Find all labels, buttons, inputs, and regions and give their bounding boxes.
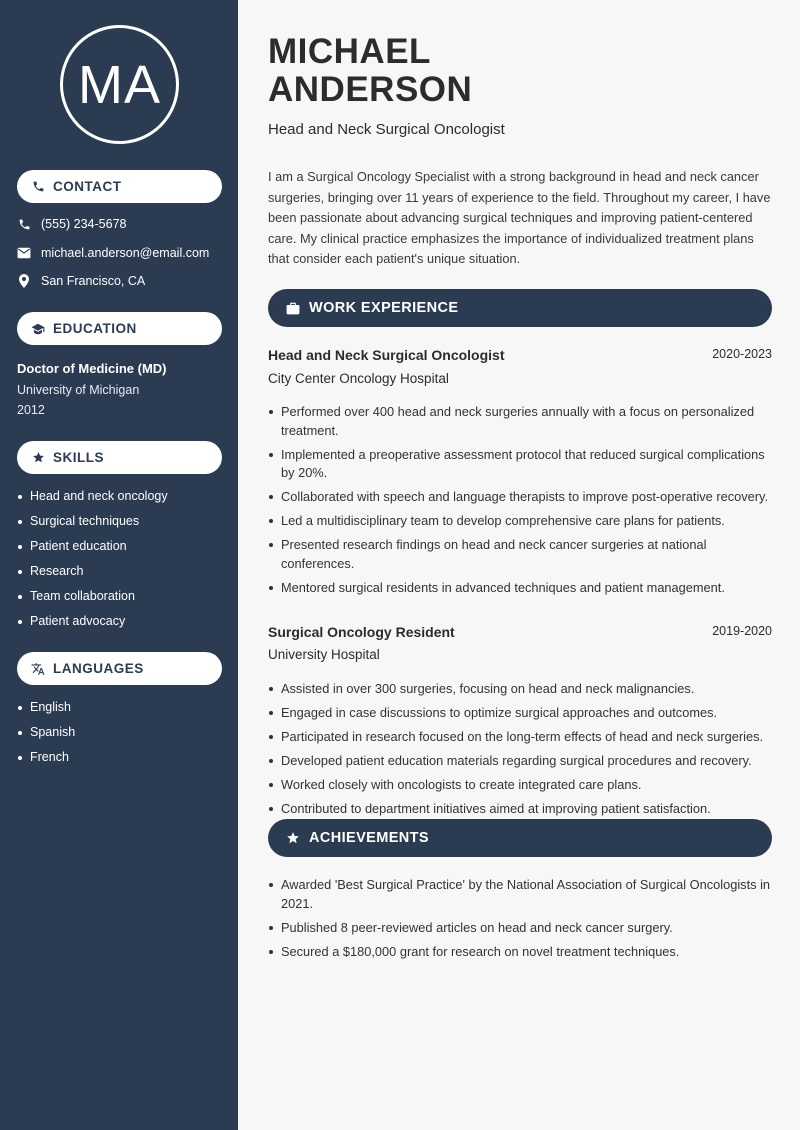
education-heading-label: EDUCATION	[53, 321, 137, 336]
contact-email-text: michael.anderson@email.com	[41, 246, 210, 260]
list-item: Surgical techniques	[17, 514, 168, 539]
list-item: Engaged in case discussions to optimize surgical approaches and outcomes.	[268, 704, 772, 723]
list-item: Spanish	[17, 725, 75, 750]
languages-heading	[17, 652, 222, 685]
job-2-title: Surgical Oncology Resident	[268, 624, 455, 640]
list-item: Developed patient education materials regarding surgical procedures and recovery.	[268, 752, 772, 771]
list-item: Worked closely with oncologists to create integrated care plans.	[268, 776, 772, 795]
list-item: Patient advocacy	[17, 614, 168, 639]
list-item: Mentored surgical residents in advanced techniques and patient management.	[268, 579, 772, 598]
list-item: Presented research findings on head and neck cancer surgeries at national conferences.	[268, 536, 772, 573]
list-item: Research	[17, 564, 168, 589]
list-item: Awarded 'Best Surgical Practice' by the National Association of Surgical Oncologists in 2021.	[268, 876, 772, 913]
name-line-1: MICHAEL	[268, 32, 431, 71]
achievements-heading-label: ACHIEVEMENTS	[309, 830, 430, 846]
contact-heading-label: CONTACT	[53, 179, 122, 194]
skills-heading-label: SKILLS	[53, 450, 105, 465]
briefcase-icon	[285, 301, 300, 316]
job-1-organization: City Center Oncology Hospital	[268, 371, 449, 386]
name-line-2: ANDERSON	[268, 70, 473, 109]
education-year: 2012	[17, 403, 45, 417]
contact-heading	[17, 170, 222, 203]
profile-summary: I am a Surgical Oncology Specialist with a strong background in head and neck cancer surgeries, bringing over 11 years of experience to the field. Throughout my career, I have been passionate about advancing surgical techniques and improving patient-centered care. My clinical practice emphasizes the importance of individualized treatment plans that consider each patient's unique situation.	[268, 169, 771, 266]
contact-location	[17, 274, 145, 288]
education-degree: Doctor of Medicine (MD)	[17, 361, 167, 376]
phone-icon	[31, 180, 45, 194]
location-pin-icon	[17, 274, 31, 288]
list-item: French	[17, 750, 75, 775]
list-item: Published 8 peer-reviewed articles on head and neck cancer surgery.	[268, 919, 772, 938]
languages-list	[17, 700, 75, 775]
list-item: Patient education	[17, 539, 168, 564]
contact-location-text: San Francisco, CA	[41, 274, 146, 288]
phone-icon	[17, 217, 31, 231]
list-item: Collaborated with speech and language therapists to improve post-operative recovery.	[268, 488, 772, 507]
mail-icon	[17, 246, 31, 260]
work-experience-heading-label: WORK EXPERIENCE	[309, 300, 459, 316]
education-school: University of Michigan	[17, 383, 140, 397]
list-item: Head and neck oncology	[17, 489, 168, 514]
contact-phone[interactable]	[17, 217, 126, 231]
skills-list	[17, 489, 168, 639]
skills-heading	[17, 441, 222, 474]
job-title-headline: Head and Neck Surgical Oncologist	[268, 121, 505, 138]
work-experience-heading	[268, 289, 772, 327]
list-item: Implemented a preoperative assessment protocol that reduced surgical complications by 20%.	[268, 446, 772, 483]
star-icon	[31, 451, 45, 465]
list-item: Participated in research focused on the long-term effects of head and neck surgeries.	[268, 728, 772, 747]
translate-icon	[31, 662, 45, 676]
job-2-organization: University Hospital	[268, 647, 380, 662]
monogram-avatar: MA	[60, 25, 179, 144]
star-icon	[285, 831, 300, 846]
job-2-dates: 2019-2020	[712, 624, 772, 638]
list-item: Performed over 400 head and neck surgeries annually with a focus on personalized treatment.	[268, 403, 772, 440]
sidebar	[0, 0, 238, 1130]
job-1-dates: 2020-2023	[712, 347, 772, 361]
achievements-bullets	[268, 876, 772, 967]
education-heading	[17, 312, 222, 345]
list-item: Led a multidisciplinary team to develop comprehensive care plans for patients.	[268, 512, 772, 531]
job-2-bullets	[268, 680, 772, 824]
contact-email[interactable]	[17, 246, 209, 260]
job-1-title: Head and Neck Surgical Oncologist	[268, 347, 505, 363]
list-item: Contributed to department initiatives aimed at improving patient satisfaction.	[268, 800, 772, 819]
languages-heading-label: LANGUAGES	[53, 661, 144, 676]
achievements-heading	[268, 819, 772, 857]
list-item: English	[17, 700, 75, 725]
job-1-bullets	[268, 403, 772, 603]
list-item: Team collaboration	[17, 589, 168, 614]
candidate-name	[268, 33, 472, 109]
list-item: Secured a $180,000 grant for research on novel treatment techniques.	[268, 943, 772, 962]
list-item: Assisted in over 300 surgeries, focusing on head and neck malignancies.	[268, 680, 772, 699]
contact-phone-text: (555) 234-5678	[41, 217, 127, 231]
graduation-cap-icon	[31, 322, 45, 336]
